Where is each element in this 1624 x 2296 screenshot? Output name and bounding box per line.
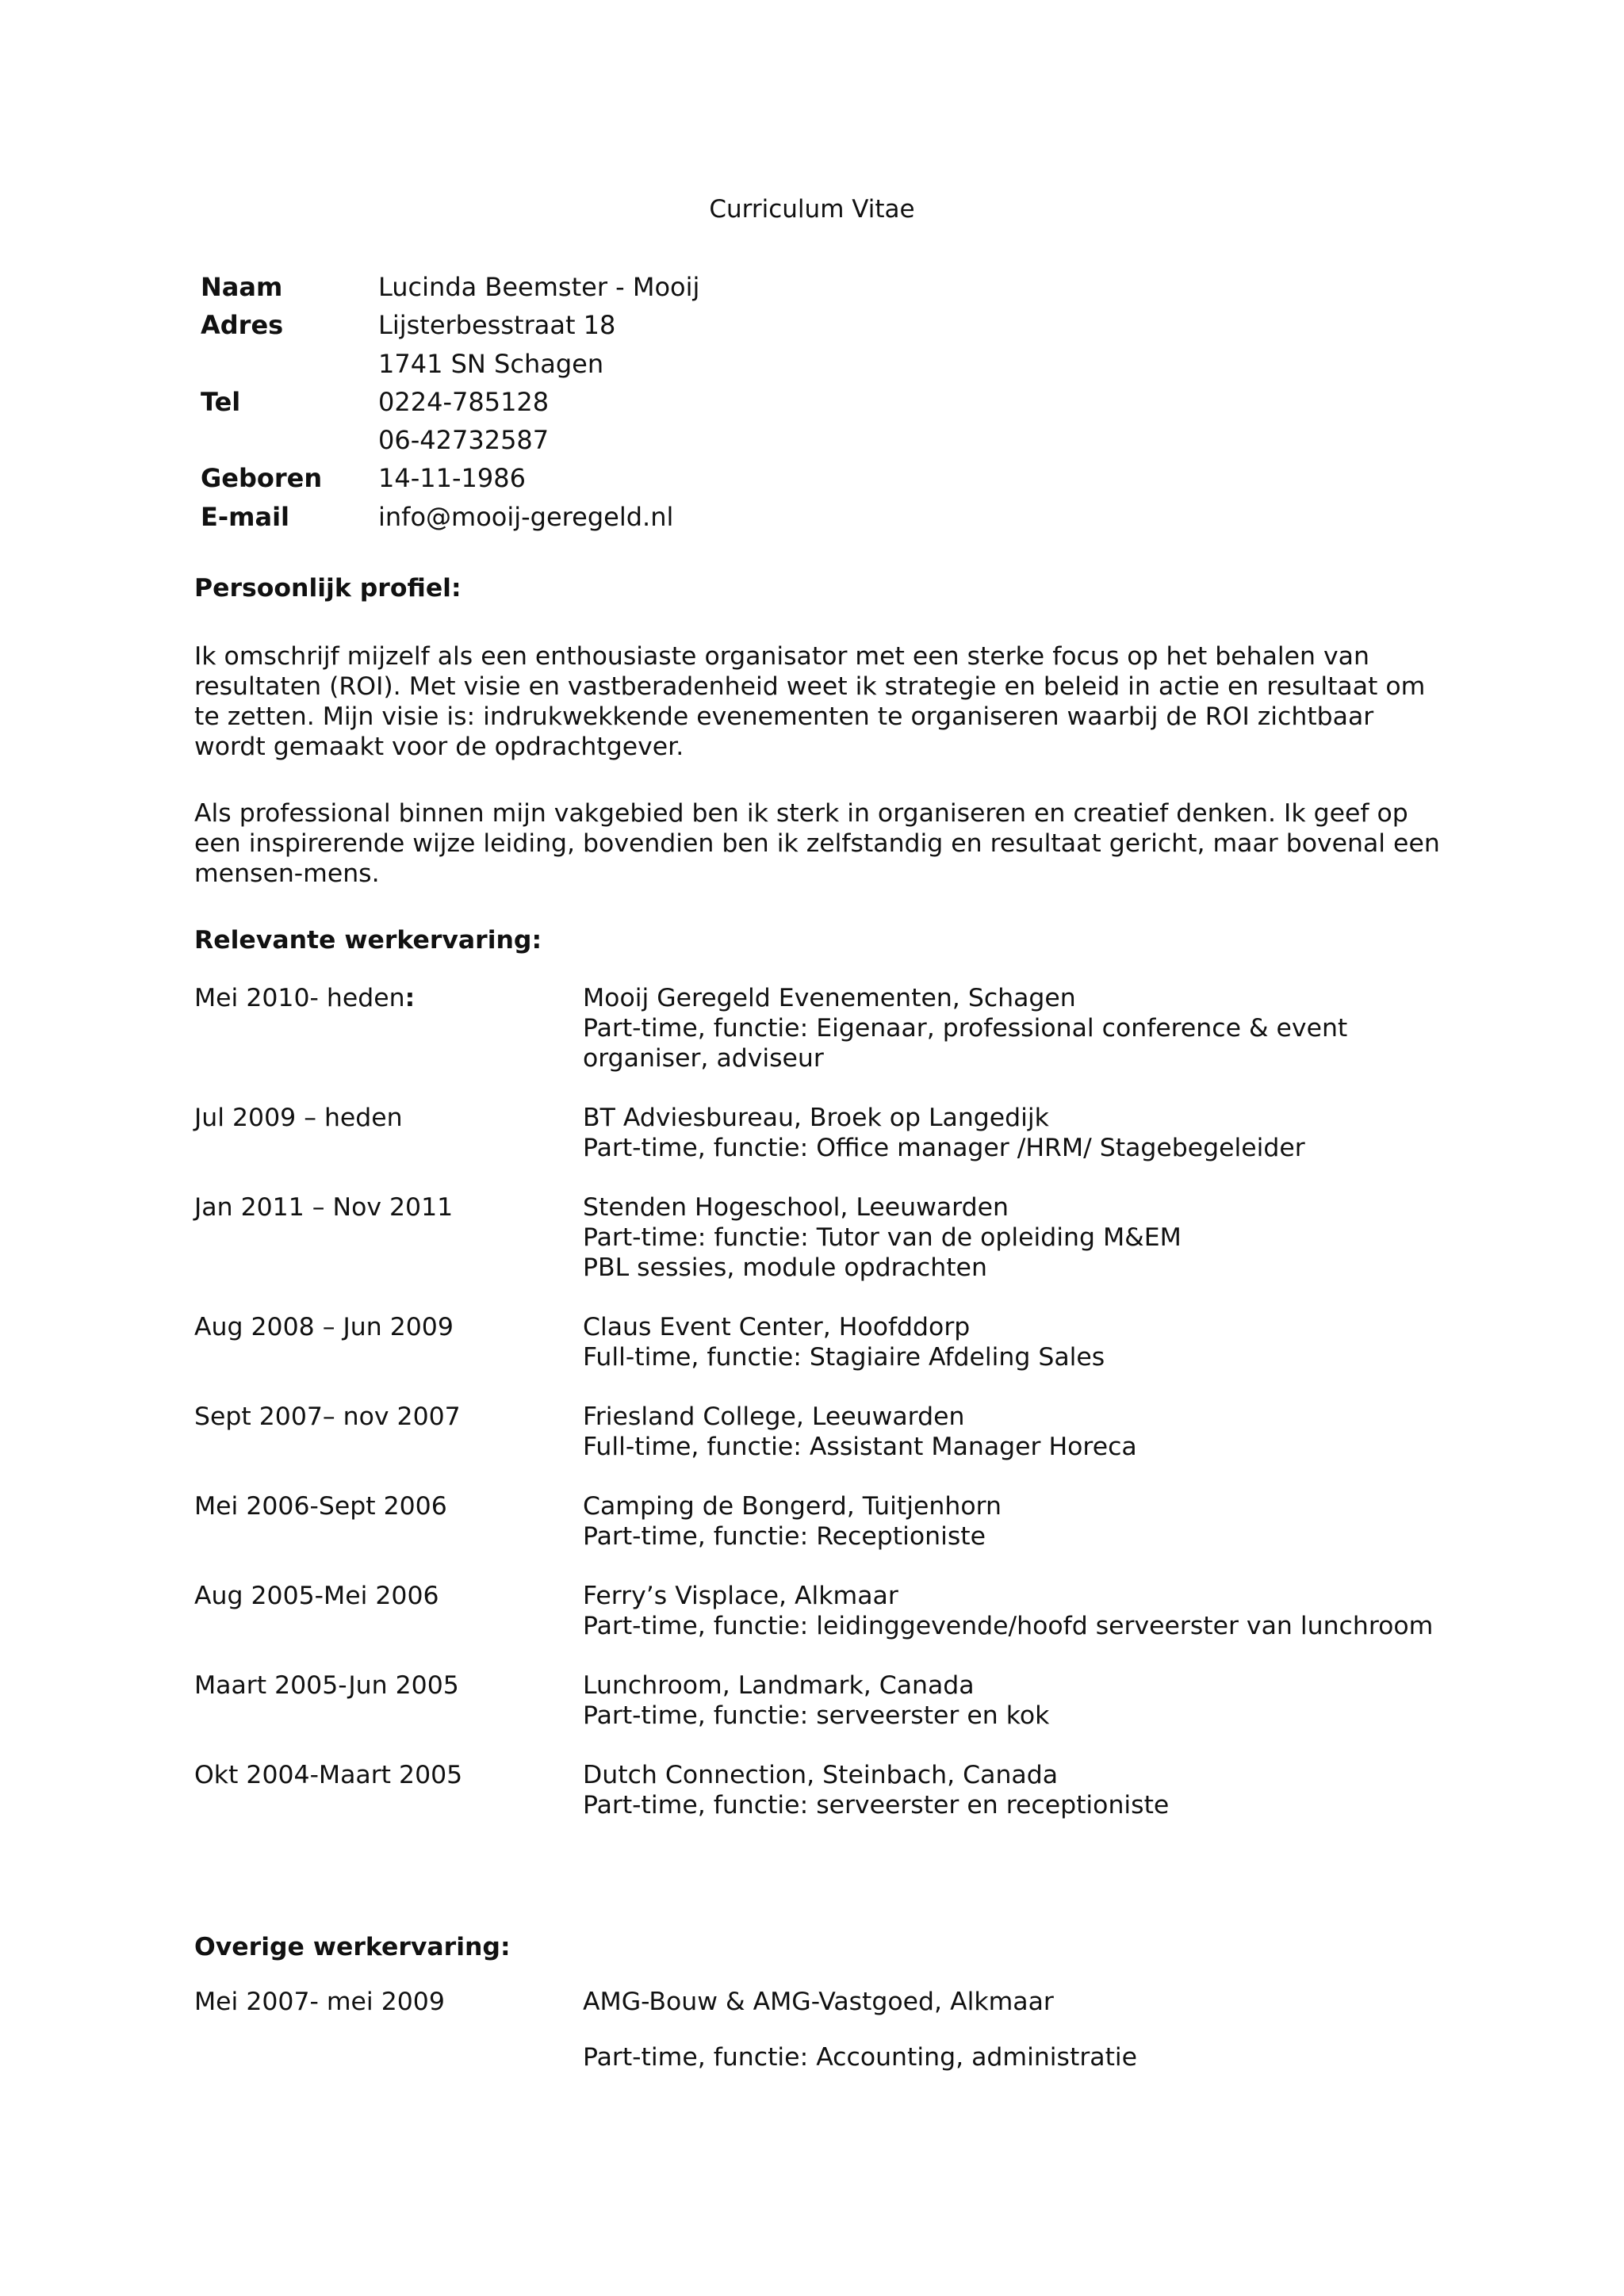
job-period: Okt 2004-Maart 2005 (194, 1761, 463, 1789)
job-employer: Lunchroom, Landmark, Canada (583, 1671, 975, 1700)
job-detail (583, 1192, 1182, 1283)
job-period: Mei 2007- mei 2009 (194, 1988, 445, 2016)
text-line: Ik omschrijf mijzelf als een enthousiaste organisator met een sterke focus op het behalen van (194, 642, 1369, 671)
personal-label (201, 421, 378, 459)
job-role: Part-time, functie: Accounting, administratie (583, 2043, 1138, 2072)
personal-value: 1741 SN Schagen (378, 348, 604, 379)
personal-row (201, 268, 699, 306)
job-period: Aug 2005-Mei 2006 (194, 1582, 439, 1610)
personal-row (201, 345, 699, 383)
document-title: Curriculum Vitae (709, 195, 915, 224)
job-detail (583, 1670, 1049, 1731)
other-experience-heading: Overige werkervaring: (194, 1933, 511, 1961)
job-detail (583, 1760, 1169, 1820)
personal-row (201, 306, 699, 344)
job-period: Mei 2010- heden: (194, 984, 416, 1012)
job-role: PBL sessies, module opdrachten (583, 1253, 987, 1282)
job-entry (194, 1192, 1463, 1283)
job-role: Part-time, functie: leidinggevende/hoofd serveerster van lunchroom (583, 1612, 1434, 1640)
text-line: Als professional binnen mijn vakgebied ben ik sterk in organiseren en creatief denken. Ik geef op (194, 799, 1408, 828)
job-employer: Stenden Hogeschool, Leeuwarden (583, 1193, 1009, 1222)
email-link[interactable]: info@mooij-geregeld.nl (378, 501, 674, 532)
job-entry (194, 1312, 1463, 1372)
personal-value: 06-42732587 (378, 425, 550, 456)
personal-label: Tel (201, 386, 241, 417)
job-employer: Dutch Connection, Steinbach, Canada (583, 1761, 1059, 1789)
job-entry (194, 1491, 1463, 1552)
job-entry (194, 1103, 1463, 1163)
job-period: Sept 2007– nov 2007 (194, 1402, 461, 1431)
personal-value: Lucinda Beemster - Mooij (378, 272, 700, 302)
job-employer: Mooij Geregeld Evenementen, Schagen (583, 984, 1076, 1012)
job-entry (194, 1581, 1463, 1641)
personal-label: Naam (201, 272, 283, 302)
job-entry (194, 1402, 1463, 1462)
personal-value: 0224-785128 (378, 386, 550, 417)
job-employer: Ferry’s Visplace, Alkmaar (583, 1582, 898, 1610)
job-employer: Claus Event Center, Hoofddorp (583, 1313, 971, 1341)
job-entry (194, 2042, 1463, 2072)
job-detail (583, 983, 1347, 1073)
job-role: Part-time, functie: serveerster en receptioniste (583, 1791, 1170, 1820)
job-entry (194, 1760, 1463, 1820)
job-detail (583, 1581, 1433, 1641)
text-line: een inspirerende wijze leiding, bovendien ben ik zelfstandig en resultaat gericht, maar bovenal een (194, 829, 1440, 858)
personal-row (201, 498, 699, 536)
job-entry (194, 1670, 1463, 1731)
job-period: Aug 2008 – Jun 2009 (194, 1313, 454, 1341)
job-employer: BT Adviesbureau, Broek op Langedijk (583, 1104, 1049, 1132)
job-role: Part-time, functie: serveerster en kok (583, 1701, 1050, 1730)
personal-row (201, 421, 699, 459)
job-role: organiser, adviseur (583, 1044, 824, 1073)
job-role: Part-time, functie: Receptioniste (583, 1522, 986, 1551)
text-line: mensen-mens. (194, 859, 380, 888)
text-line: te zetten. Mijn visie is: indrukwekkende evenementen te organiseren waarbij de ROI zichtbaar (194, 702, 1374, 731)
job-employer: AMG-Bouw & AMG-Vastgoed, Alkmaar (583, 1988, 1054, 2016)
job-role: Part-time, functie: Office manager /HRM/ Stagebegeleider (583, 1134, 1305, 1162)
personal-row (201, 383, 699, 421)
personal-label (201, 345, 378, 383)
personal-label: Adres (201, 310, 284, 341)
job-employer: Camping de Bongerd, Tuitjenhorn (583, 1492, 1002, 1521)
job-role: Full-time, functie: Assistant Manager Horeca (583, 1433, 1137, 1461)
job-detail (583, 1987, 1054, 2017)
job-employer: Friesland College, Leeuwarden (583, 1402, 965, 1431)
job-period: Jul 2009 – heden (194, 1104, 403, 1132)
job-entry (194, 983, 1463, 1073)
job-detail (583, 1312, 1105, 1372)
personal-details (201, 268, 699, 536)
text-line: wordt gemaakt voor de opdrachtgever. (194, 733, 684, 761)
personal-row (201, 459, 699, 497)
personal-value: Lijsterbesstraat 18 (378, 310, 616, 341)
relevant-experience-heading: Relevante werkervaring: (194, 926, 542, 955)
profile-paragraph-2 (194, 798, 1447, 889)
text-line: resultaten (ROI). Met visie en vastberadenheid weet ik strategie en beleid in actie en resultaat om (194, 672, 1426, 701)
job-period: Maart 2005-Jun 2005 (194, 1671, 459, 1700)
job-role: Part-time: functie: Tutor van de opleiding M&EM (583, 1223, 1182, 1252)
job-detail (583, 1402, 1137, 1462)
job-detail (583, 2042, 1137, 2072)
job-entry (194, 1987, 1463, 2017)
job-detail (583, 1491, 1002, 1552)
period-colon: : (404, 984, 416, 1012)
profile-heading: Persoonlijk profiel: (194, 574, 462, 603)
job-role: Full-time, functie: Stagiaire Afdeling Sales (583, 1343, 1105, 1372)
job-period: Mei 2006-Sept 2006 (194, 1492, 447, 1521)
job-period: Jan 2011 – Nov 2011 (194, 1193, 454, 1222)
personal-label: E-mail (201, 501, 290, 532)
job-detail (583, 1103, 1305, 1163)
job-role: Part-time, functie: Eigenaar, professional conference & event (583, 1014, 1348, 1043)
personal-value: 14-11-1986 (378, 463, 526, 494)
job-period (194, 2042, 583, 2072)
personal-label: Geboren (201, 463, 323, 494)
profile-paragraph-1 (194, 641, 1447, 762)
